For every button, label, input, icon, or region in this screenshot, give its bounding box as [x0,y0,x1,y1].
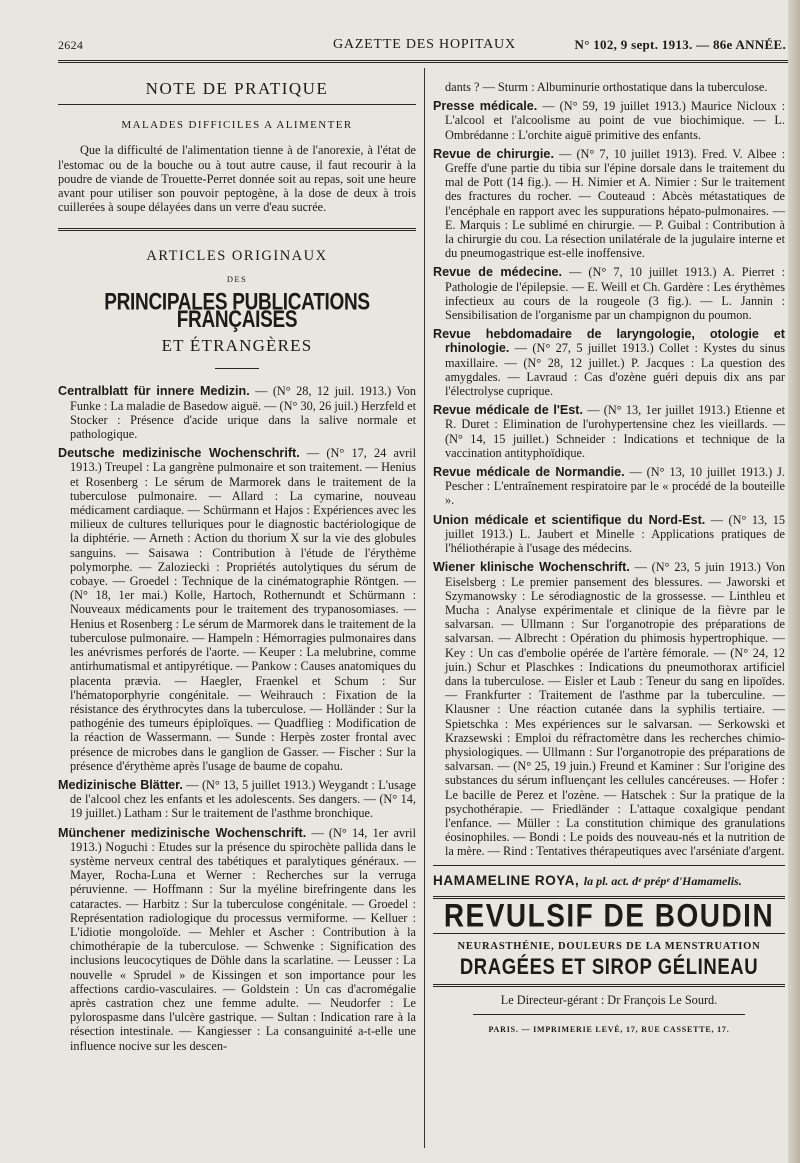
directeur-line: Le Directeur-gérant : Dr François Le Sourd. [500,993,718,1008]
entry-text: — (N° 7, 10 juillet 1913.) A. Pierret : Pathologie de l'épilepsie. — E. Weill et Ch. Gardère : Les érythèmes infectieux au cours de la rougeole (3 fig.). — L. Jannin : Sensibilisation de l'organisme par un champignon du poumon. [445,265,785,323]
note-title: NOTE DE PRATIQUE [145,79,329,98]
footer-rule [473,1014,745,1015]
articles-main-title: PRINCIPALES PUBLICATIONS FRANÇAISES [104,289,370,334]
short-rule [215,368,259,369]
entry-text: — (N° 7, 10 juillet 1913). Fred. V. Albee : Greffe d'une partie du tibia sur l'épine dorsale dans le traitement du mal de Pott (14 fig.). — H. Nimier et A. Nimier : Sur le traitement des fractures du rocher. — Couteaud : Abcès métastatiques de l'encéphale en rapport avec les suppurations hépato-pulmonaires. — E. Marquis : Le sublimé en chirurgie. — P. Guibal : Contribution à la chirurgie du cou. La résection unilatérale de la jugulaire interne et du pneumogastrique est-elle inoffensive. [445,146,785,261]
entry-text: — (N° 13, 1er juillet 1913.) Etienne et R. Duret : Elimination de l'urohypertensine chez les vieillards. — (N° 14, 15 juillet.) Schneider : Indications et technique de la vaccination antityphoïdique. [445,403,785,460]
page-edge [788,0,800,1163]
list-item [58,384,416,441]
journal-name: Medizinische Blätter. [58,777,183,792]
printer-line: PARIS. — IMPRIMERIE LEVÉ, 17, RUE CASSETTE, 17. [488,1024,730,1034]
list-item [433,560,785,858]
journal-name: Revue hebdomadaire de laryngologie, otologie et rhinologie. [433,327,785,356]
journal-name: Union médicale et scientifique du Nord-Est. [433,512,706,527]
list-item [433,327,785,398]
page-header [58,36,786,60]
entry-text: — (N° 23, 5 juin 1913.) Von Eiselsberg : Le premier pansement des blessures. — Jaworski et Szymanowsky : Le sérodiagnostic de la grossesse. — Linthleu et Mucha : Analyse expérimentale et clinique de la fièvre par le salvarsan. — Ullmann : Sur l'organotropie des préparations de salvarsan. — Albrecht : Opération du phimosis hypertrophique. — Key : Un cas d'embolie opérée de l'artère fémorale. — (N° 24, 12 juin.) Schur et Plaschkes : Indications du pneumothorax artificiel dans la tuberculose. — Eisler et Laub : Teneur du sang en lipoïdes. — Frankfurter : Traitement de l'asthme par la tuberculine. — Klausner : Une réaction cutanée dans la syphilis tertiaire. — Spietschka : Mes expériences sur le salvarsan. — Serkowski et Krazsewski : Emploi du réfractomètre dans les recherches chimio-physiologiques. — Ullmann : Sur l'organotropie des préparations de salvarsan. — (N° 25, 19 juin.) Freund et Kaminer : Sur l'origine des substances du sérum influençant les cellules cancéreuses. — Hofer : Le bacille de Perez et l'ozène. — Hatschek : Sur la pratique de la psychothérapie. — Friedländer : L'attaque coxalgique pendant l'enfance. — Müller : La constitution chimique des granulations éosinophiles. — Bondi : Le poids des nouveau-nés et la nutrition de la mère. — Rind : Tentatives thérapeutiques avec l'arséniate d'argent. [445,560,785,859]
entry-text: — (N° 17, 24 avril 1913.) Treupel : La gangrène pulmonaire et son traitement. — Henius et Rosenberg : Le sérum de Marmorek dans le traitement de la tuberculose pulmonaire. — Allard : La cymarine, nouveau médicament cardiaque. — Schürmann et Hajos : Expériences avec les milieux de cultures telluriques pour le diagnostic bactériologique de la diphtérie. — Arneth : Action du thorium X sur la vie des globules sanguins. — Saisawa : Contribution à l'étude de l'érythème polymorphe. — Zaloziecki : Propriétés autolytiques du sérum de cobaye. — Groedel : Technique de la cinématographie Röntgen. — (N° 18, 1er mai.) Kolle, Hartoch, Rothernundt et Schürmann : Nouveaux médicaments pour le traitement des trypanosomiases. — Henius et Rosenberg : Le sérum de Marmorek dans le traitement de la tuberculose pulmonaire. — Hampeln : Hémorragies pulmonaires dans les anévrismes perforés de l'aorte. — Keuper : La melubrine, comme antirhumatismal et antipyrétique. — Pankow : Causes anatomiques du placenta prævia. — Haegler, Fraenkel et Schum : Sur l'hématoporphyrie congénitale. — Weihrauch : Fixation de la résistance des érythrocytes dans la tuberculose. — Holländer : Sur la pathogénie des tumeurs épiploïques. — Quadflieg : Modification de la réaction de Wassermann. — Sunde : Herpès zoster frontal avec présence de microbes dans le ganglion de Gasser. — Fischer : Sur la présence d'érythème après l'usage de baume de copahu. [70,446,416,773]
entry-text: — (N° 14, 1er avril 1913.) Noguchi : Etudes sur la présence du spirochète pallida dans le système nerveux central des tabétiques et paralytiques généraux. — Mayer, Rocha-Luna et Werner : Recherches sur la verruga péruvienne. — Hoffmann : Sur la myéline birefringente dans les cataractes. — Harbitz : Sur la tuberculose congénitale. — Groedel : Représentation radiologique du processus vermiforme. — Kelluer : L'idiotie mongoloïde. — Mehler et Ascher : Contribution à la chimothérapie de la tuberculose. — Schwenke : Signification des inclusions leucocytiques de Döhle dans la scarlatine. — Leusser : La nouvelle « Sprudel » de Kissingen et son importance pour les affections cardio-vasculaires. — Goldstein : Un cas d'acromégalie après castration chez une femme adulte. — Neudorfer : Le pylorospasme dans l'ulcère gastrique. — Sultan : Indication rare à la résection intestinale. — Kangiesser : La consanguinité a-t-elle une influence nocive sur les descen- [70,825,416,1053]
journal-name: Revue médicale de Normandie. [433,465,625,480]
hamameline-sub: la pl. act. dᵉ prépᵉ d'Hamamelis. [583,873,742,888]
column-divider [424,68,425,1148]
issue-date: N° 102, 9 sept. 1913. — 86e ANNÉE. [574,37,786,52]
list-item [433,403,785,460]
list-item [433,99,785,142]
articles-des: DES [226,273,248,284]
journal-name: Münchener medizinische Wochenschrift. [58,825,307,840]
list-item [433,265,785,322]
revulsif-ad: REVULSIF DE BOUDIN [443,897,775,934]
journal-title: GAZETTE DES HOPITAUX [333,37,516,52]
list-item [58,778,416,821]
journal-name: Wiener klinische Wochenschrift. [433,560,630,575]
journal-name: Revue de chirurgie. [433,146,554,161]
continued-text: dants ? — Sturm : Albuminurie orthostatique dans la tuberculose. [445,80,768,94]
section-rule [58,228,416,231]
entry-text: — (N° 27, 5 juillet 1913.) Collet : Kystes du sinus maxillaire. — (N° 28, 12 juillet.) P. Jacques : La question des amygdales. — Lavraud : Cas d'ozène guéri depuis dix ans par l'électrolyse cuprique. [445,341,785,399]
ad-rule [433,865,785,866]
entry-text: — (N° 28, 12 juil. 1913.) Von Funke : La maladie de Basedow aiguë. — (N° 30, 26 juil.) Herzfeld et Stocker : Présence d'acide urique dans la salive normale et pathologique. [70,384,416,442]
right-column [433,80,785,1037]
list-item [433,465,785,508]
note-subtitle: MALADES DIFFICILES A ALIMENTER [121,119,353,132]
note-rule [58,104,416,105]
dragees-ad: DRAGÉES ET SIROP GÉLINEAU [459,953,759,980]
list-item [433,513,785,556]
list-item [433,147,785,261]
list-item [58,446,416,773]
journal-name: Deutsche medizinische Wochenschrift. [58,446,300,461]
page-number: 2624 [58,38,84,52]
neuro-ad: NEURASTHÉNIE, DOULEURS DE LA MENSTRUATION [457,940,761,952]
journal-name: Revue médicale de l'Est. [433,403,583,418]
journal-name: Centralblatt für innere Medizin. [58,384,250,399]
entry-text: — (N° 13, 10 juillet 1913.) J. Pescher : L'entraînement respiratoire par le « procédé de la bouteille ». [445,465,785,508]
journal-name: Revue de médecine. [433,265,563,280]
hamameline-name: HAMAMELINE ROYA, [433,872,580,888]
entry-text: — (N° 13, 15 juillet 1913.) L. Jaubert et Minelle : Applications pratiques de l'héliothérapie à l'usage des médecins. [445,512,786,556]
footer-rule [433,984,785,987]
articles-subtitle: ET ÉTRANGÈRES [161,336,313,356]
header-rule [58,60,790,67]
left-column [58,79,416,1058]
hamameline-ad [433,874,785,888]
journal-name: Presse médicale. [433,99,538,114]
entry-text: — (N° 59, 19 juillet 1913.) Maurice Nicloux : L'alcool et l'alcoolisme au point de vue biochimique. — L. Ombrédanne : L'orchite aiguë primitive des enfants. [445,99,785,142]
entry-text: — (N° 13, 5 juillet 1913.) Weygandt : L'usage de l'alcool chez les enfants et les adolescents. Ses dangers. — (N° 14, 19 juillet.) Latham : Sur le traitement de l'asthme bronchique. [70,777,416,821]
list-item [58,826,416,1053]
articles-title: ARTICLES ORIGINAUX [146,248,328,265]
note-text: Que la difficulté de l'alimentation tienne à de l'anorexie, à l'état de l'estomac ou de la bouche ou à tout autre cause, il faut recourir à la poudre de viande de Trouette-Perret donnée soit au repas, soit une heure avant pour utiliser son pouvoir peptogène, à la dose de deux à trois cuillerées à soupe délayées dans un verre d'eau sucrée. [58,143,416,215]
